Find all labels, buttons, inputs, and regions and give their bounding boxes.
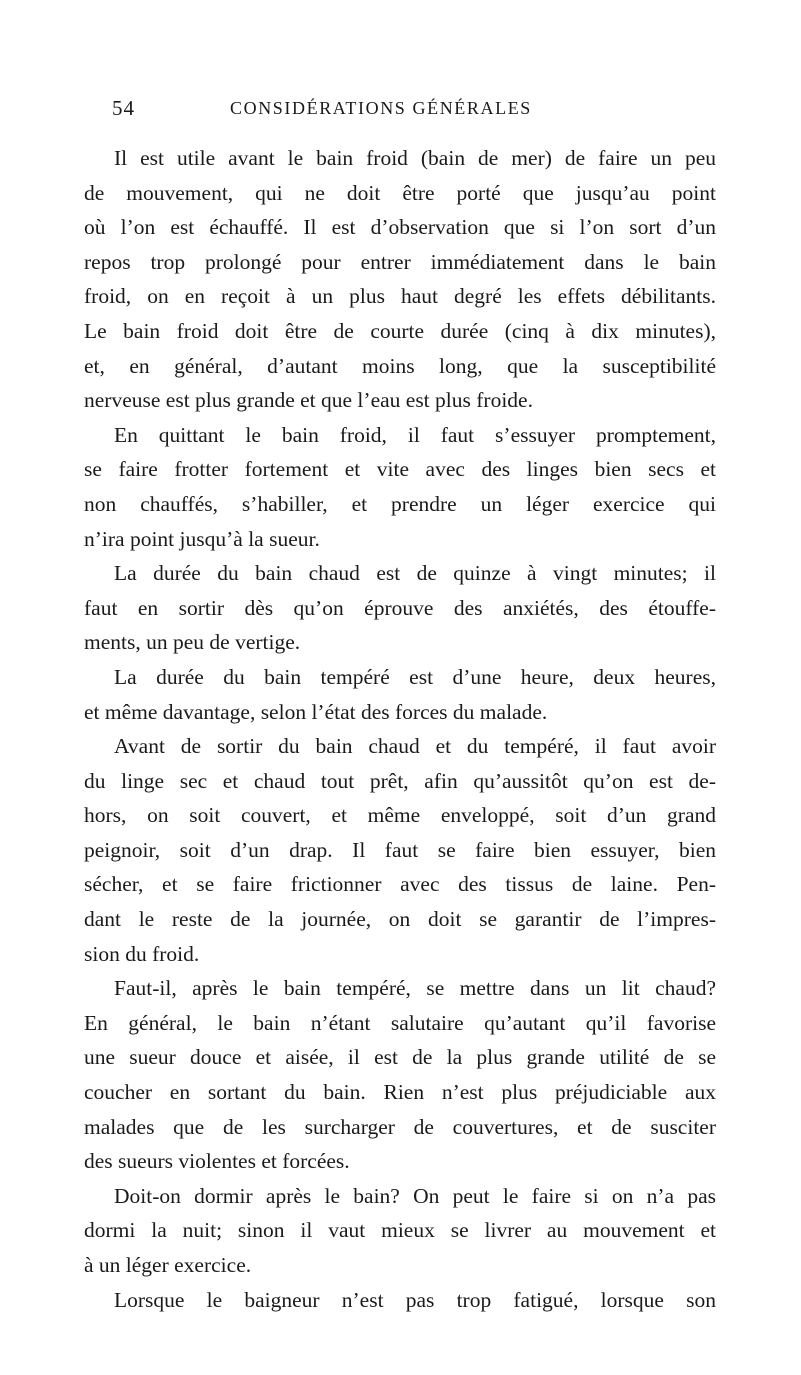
text-line: n’ira point jusqu’à la sueur. <box>84 526 320 551</box>
text-line: se faire frotter fortement et vite avec des linges bien secs et <box>84 457 716 482</box>
text-line: Il est utile avant le bain froid (bain de mer) de faire un peu <box>114 146 716 170</box>
text-line: nerveuse est plus grande et que l’eau est plus froide. <box>84 388 533 413</box>
text-line: hors, on soit couvert, et même enveloppé, soit d’un grand <box>84 803 716 828</box>
text-line: La durée du bain tempéré est d’une heure, deux heures, <box>114 664 716 689</box>
text-line: où l’on est échauffé. Il est d’observation que si l’on sort d’un <box>84 215 716 240</box>
text-line: coucher en sortant du bain. Rien n’est plus préjudiciable aux <box>84 1080 716 1105</box>
running-head <box>112 96 712 132</box>
text-line: peignoir, soit d’un drap. Il faut se faire bien essuyer, bien <box>84 837 716 862</box>
body-text <box>84 141 716 1317</box>
running-title: CONSIDÉRATIONS GÉNÉRALES <box>230 98 532 118</box>
text-line: Le bain froid doit être de courte durée (cinq à dix minutes), <box>84 318 716 343</box>
text-line: des sueurs violentes et forcées. <box>84 1149 350 1174</box>
text-line: et même davantage, selon l’état des forces du malade. <box>84 699 548 724</box>
text-line: une sueur douce et aisée, il est de la plus grande utilité de se <box>84 1045 716 1070</box>
text-line: malades que de les surcharger de couvertures, et de susciter <box>84 1114 716 1139</box>
text-line: non chauffés, s’habiller, et prendre un léger exercice qui <box>84 491 716 516</box>
text-line: sécher, et se faire frictionner avec des tissus de laine. Pen- <box>84 872 716 897</box>
text-line: Avant de sortir du bain chaud et du tempéré, il faut avoir <box>114 734 716 759</box>
text-line: froid, on en reçoit à un plus haut degré les effets débilitants. <box>84 284 716 309</box>
text-line: Faut-il, après le bain tempéré, se mettre dans un lit chaud? <box>114 976 716 1001</box>
text-line: faut en sortir dès qu’on éprouve des anxiétés, des étouffe- <box>84 595 716 620</box>
text-line: En général, le bain n’étant salutaire qu’autant qu’il favorise <box>84 1010 716 1035</box>
text-line: Lorsque le baigneur n’est pas trop fatigué, lorsque son <box>114 1287 716 1312</box>
text-line: à un léger exercice. <box>84 1253 252 1277</box>
text-line: En quittant le bain froid, il faut s’essuyer promptement, <box>114 422 716 447</box>
text-line: La durée du bain chaud est de quinze à vingt minutes; il <box>114 561 716 586</box>
text-line: repos trop prolongé pour entrer immédiatement dans le bain <box>84 249 716 274</box>
text-line: ments, un peu de vertige. <box>84 630 301 655</box>
text-line: Doit-on dormir après le bain? On peut le faire si on n’a pas <box>114 1183 716 1208</box>
text-line: du linge sec et chaud tout prêt, afin qu’aussitôt qu’on est de- <box>84 768 716 793</box>
text-line: dant le reste de la journée, on doit se garantir de l’impres- <box>84 907 716 932</box>
text-line: de mouvement, qui ne doit être porté que jusqu’au point <box>84 180 716 205</box>
text-line: dormi la nuit; sinon il vaut mieux se livrer au mouvement et <box>84 1218 716 1243</box>
text-line: sion du froid. <box>84 941 200 966</box>
text-line: et, en général, d’autant moins long, que la susceptibilité <box>84 353 716 378</box>
page-number: 54 <box>112 96 135 120</box>
